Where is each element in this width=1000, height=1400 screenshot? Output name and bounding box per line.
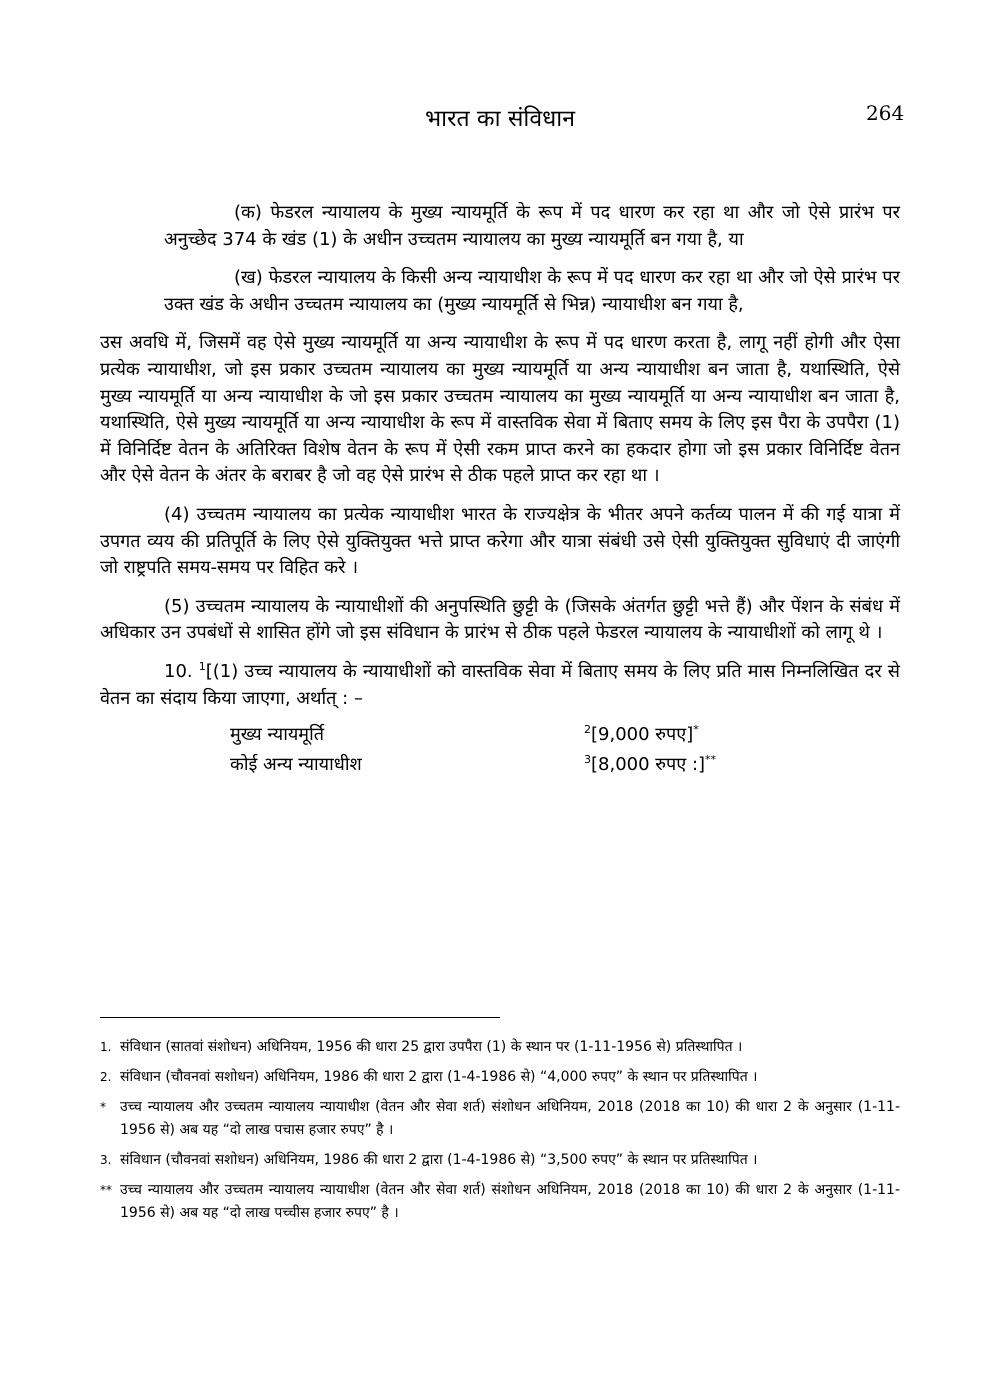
schedule-amount: [8,000 रुपए :] xyxy=(591,753,706,775)
footnote xyxy=(100,1096,900,1142)
continuation-paragraph: उस अवधि में, जिसमें वह ऐसे मुख्य न्यायमूर्ति या अन्य न्यायाधीश के रूप में पद धारण करता है, लागू नहीं होगी और ऐसा प्रत्येक न्यायाधीश, जो इस प्रकार उच्चतम न्यायालय का मुख्य न्यायमूर्ति या अन्य न्यायाधीश बन जाता है, यथास्थिति, ऐसे मुख्य न्यायमूर्ति या अन्य न्यायाधीश के जो इस प्रकार उच्चतम न्यायालय का मुख्य न्यायमूर्ति या अन्य न्यायाधीश बन जाता है, यथास्थिति, ऐसे मुख्य न्यायमूर्ति या अन्य न्यायाधीश के रूप में वास्तविक सेवा में बिताए समय के लिए इस पैरा के उपपैरा (1) में विनिर्दिष्ट वेतन के अतिरिक्त विशेष वेतन के रूप में ऐसी रकम प्राप्त करने का हकदार होगा जो इस प्रकार विनिर्दिष्ट वेतन और ऐसे वेतन के अंतर के बराबर है जो वह ऐसे प्रारंभ से ठीक पहले प्राप्त कर रहा था । xyxy=(100,332,900,487)
footnote-marker: 3. xyxy=(100,1153,112,1167)
schedule-row xyxy=(100,720,900,750)
clause-kha: (ख) फेडरल न्यायालय के किसी अन्य न्यायाधीश के रूप में पद धारण कर रहा था और जो ऐसे प्रारंभ पर उक्त खंड के अधीन उच्चतम न्यायालय का (मुख्य न्यायमूर्ति से भिन्न) न्यायाधीश बन गया है, xyxy=(164,267,900,315)
paragraph-10 xyxy=(100,659,900,712)
paragraph-10-number: 10. xyxy=(164,660,193,682)
footnote-mark: ** xyxy=(705,752,717,766)
footnote-text: उच्च न्यायालय और उच्चतम न्यायालय न्यायाधीश (वेतन और सेवा शर्त) संशोधन अधिनियम, 2018 (2018 का 10) की धारा 2 के अनुसार (1-11-1956 से) अब यह “दो लाख पचास हजार रुपए” है । xyxy=(120,1099,900,1138)
footnote-text: संविधान (सातवां संशोधन) अधिनियम, 1956 की धारा 25 द्वारा उपपैरा (1) के स्थान पर (1-11-1956 से) प्रतिस्थापित । xyxy=(120,1039,743,1055)
page-title: भारत का संविधान xyxy=(424,106,576,132)
footnote-ref-3: 3 xyxy=(584,752,591,766)
schedule-value xyxy=(584,722,900,749)
clause-ka: (क) फेडरल न्यायालय के मुख्य न्यायमूर्ति के रूप में पद धारण कर रहा था और जो ऐसे प्रारंभ पर अनुच्छेद 374 के खंड (1) के अधीन उच्चतम न्यायालय का मुख्य न्यायमूर्ति बन गया है, या xyxy=(164,202,900,250)
footnote-text: उच्च न्यायालय और उच्चतम न्यायालय न्यायाधीश (वेतन और सेवा शर्त) संशोधन अधिनियम, 2018 (2018 का 10) की धारा 2 के अनुसार (1-11-1956 से) अब यह “दो लाख पच्चीस हजार रुपए” है । xyxy=(120,1182,900,1221)
footnote xyxy=(100,1036,900,1059)
footnote-marker: 1. xyxy=(100,1040,112,1054)
schedule-value xyxy=(584,752,900,779)
footnote-ref-1: 1 xyxy=(198,659,206,673)
footnote-marker: * xyxy=(100,1100,106,1114)
footnote-ref-2: 2 xyxy=(584,722,591,736)
footnote-mark: * xyxy=(693,722,699,736)
footnotes xyxy=(100,1036,900,1232)
footnote xyxy=(100,1179,900,1225)
footnote xyxy=(100,1149,900,1172)
schedule-label: कोई अन्य न्यायाधीश xyxy=(230,753,362,775)
footnote xyxy=(100,1066,900,1089)
footnote-text: संविधान (चौवनवां सशोधन) अधिनियम, 1986 की धारा 2 द्वारा (1-4-1986 से) “4,000 रुपए” के स्थान पर प्रतिस्थापित । xyxy=(120,1069,758,1085)
paragraph-10-text: [(1) उच्च न्यायालय के न्यायाधीशों को वास्तविक सेवा में बिताए समय के लिए प्रति मास निम्नलिखित दर से वेतन का संदाय किया जाएगा, अर्थात् : – xyxy=(100,660,900,709)
page-number: 264 xyxy=(866,101,905,125)
salary-schedule xyxy=(100,720,900,780)
footnote-text: संविधान (चौवनवां सशोधन) अधिनियम, 1986 की धारा 2 द्वारा (1-4-1986 से) “3,500 रुपए” के स्थान पर प्रतिस्थापित । xyxy=(120,1152,758,1168)
paragraph-5: (5) उच्चतम न्यायालय के न्यायाधीशों की अनुपस्थिति छुट्टी के (जिसके अंतर्गत छुट्टी भत्ते हैं) और पेंशन के संबंध में अधिकार उन उपबंधों से शासित होंगे जो इस संविधान के प्रारंभ से ठीक पहले फेडरल न्यायालय के न्यायाधीशों को लागू थे । xyxy=(100,595,900,644)
footnote-divider xyxy=(100,1017,500,1018)
schedule-amount: [9,000 रुपए] xyxy=(591,723,694,745)
schedule-label: मुख्य न्यायमूर्ति xyxy=(230,723,324,745)
footnote-marker: 2. xyxy=(100,1070,112,1084)
document-body xyxy=(100,200,900,780)
paragraph-4: (4) उच्चतम न्यायालय का प्रत्येक न्यायाधीश भारत के राज्यक्षेत्र के भीतर अपने कर्तव्य पालन में की गई यात्रा में उपगत व्यय की प्रतिपूर्ति के लिए ऐसे युक्तियुक्त भत्ते प्राप्त करेगा और यात्रा संबंधी उसे ऐसी युक्तियुक्त सुविधाएं दी जाएंगी जो राष्ट्रपति समय-समय पर विहित करे । xyxy=(100,503,900,579)
schedule-row xyxy=(100,750,900,780)
footnote-marker: ** xyxy=(100,1183,112,1197)
